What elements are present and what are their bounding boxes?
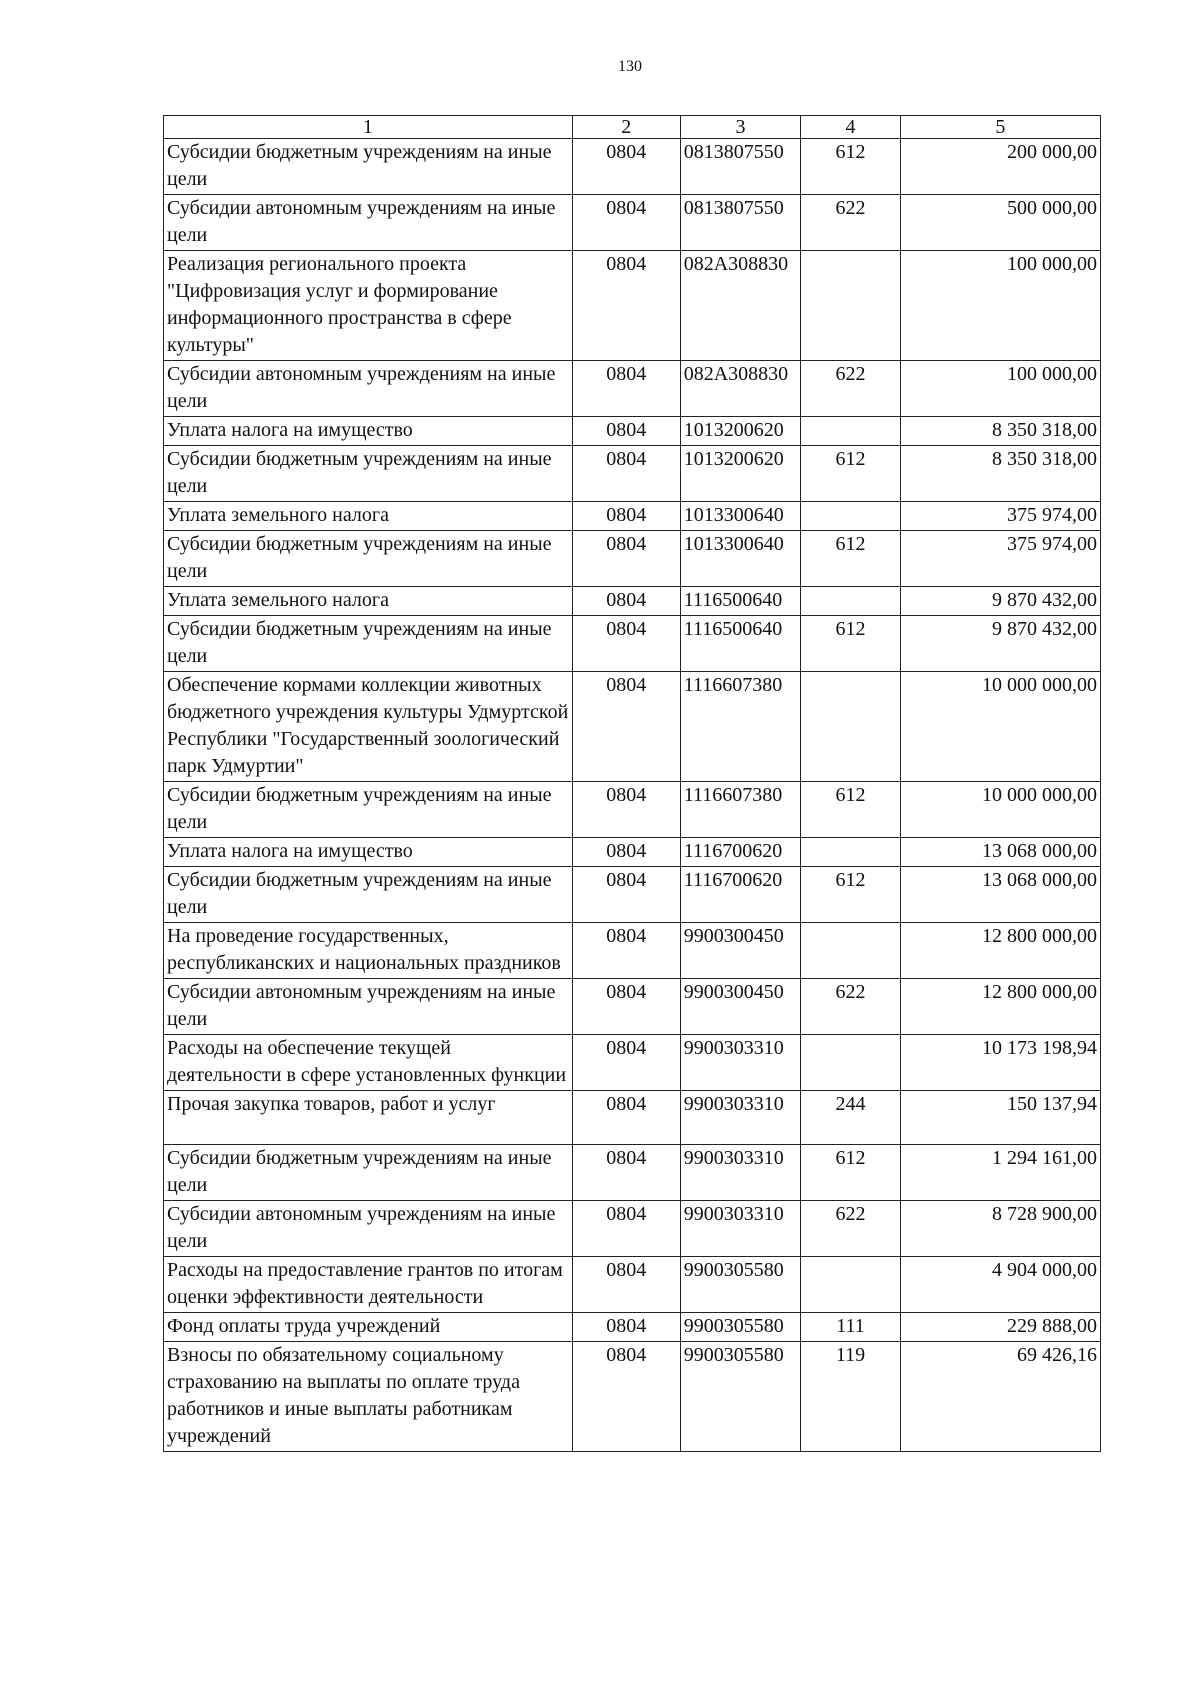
expense-type-cell: 119 (801, 1342, 901, 1452)
target-article-cell: 9900303310 (680, 1201, 801, 1257)
header-col-1: 1 (164, 116, 573, 139)
section-code-cell: 0804 (572, 1035, 680, 1091)
expense-name-cell: Уплата земельного налога (164, 587, 573, 616)
section-code-cell: 0804 (572, 867, 680, 923)
section-code-cell: 0804 (572, 587, 680, 616)
table-row (164, 361, 1101, 417)
section-code-cell: 0804 (572, 446, 680, 502)
table-row (164, 672, 1101, 782)
expense-name-cell: Расходы на обеспечение текущей деятельности в сфере установленных функции (164, 1035, 573, 1091)
section-code-cell: 0804 (572, 1342, 680, 1452)
expense-name-cell: Субсидии бюджетным учреждениям на иные цели (164, 139, 573, 195)
expense-type-cell: 612 (801, 531, 901, 587)
amount-cell: 13 068 000,00 (900, 867, 1100, 923)
amount-cell: 100 000,00 (900, 251, 1100, 361)
expense-name-cell: Расходы на предоставление грантов по итогам оценки эффективности деятельности (164, 1257, 573, 1313)
amount-cell: 69 426,16 (900, 1342, 1100, 1452)
page-number: 130 (618, 58, 642, 75)
amount-cell: 375 974,00 (900, 531, 1100, 587)
expense-type-cell: 612 (801, 139, 901, 195)
section-code-cell: 0804 (572, 782, 680, 838)
expense-type-cell: 612 (801, 446, 901, 502)
target-article-cell: 9900305580 (680, 1313, 801, 1342)
header-col-3: 3 (680, 116, 801, 139)
expense-name-cell: Субсидии бюджетным учреждениям на иные цели (164, 616, 573, 672)
table-row (164, 502, 1101, 531)
amount-cell: 1 294 161,00 (900, 1145, 1100, 1201)
expense-type-cell: 612 (801, 867, 901, 923)
expense-type-cell (801, 1035, 901, 1091)
expense-type-cell (801, 838, 901, 867)
section-code-cell: 0804 (572, 361, 680, 417)
target-article-cell: 0813807550 (680, 139, 801, 195)
section-code-cell: 0804 (572, 616, 680, 672)
expense-name-cell: Прочая закупка товаров, работ и услуг (164, 1091, 573, 1145)
table-row (164, 867, 1101, 923)
table-row (164, 1313, 1101, 1342)
expense-name-cell: Субсидии бюджетным учреждениям на иные цели (164, 782, 573, 838)
target-article-cell: 1116700620 (680, 838, 801, 867)
amount-cell: 10 000 000,00 (900, 672, 1100, 782)
table-row (164, 1201, 1101, 1257)
expense-name-cell: Уплата налога на имущество (164, 838, 573, 867)
section-code-cell: 0804 (572, 1257, 680, 1313)
amount-cell: 8 350 318,00 (900, 446, 1100, 502)
target-article-cell: 1013200620 (680, 446, 801, 502)
table-row (164, 531, 1101, 587)
section-code-cell: 0804 (572, 417, 680, 446)
amount-cell: 8 350 318,00 (900, 417, 1100, 446)
target-article-cell: 1013300640 (680, 531, 801, 587)
header-col-2: 2 (572, 116, 680, 139)
table-row (164, 979, 1101, 1035)
header-row (164, 116, 1101, 139)
target-article-cell: 9900303310 (680, 1035, 801, 1091)
table-row (164, 1145, 1101, 1201)
expense-type-cell (801, 587, 901, 616)
expense-type-cell: 111 (801, 1313, 901, 1342)
table-row (164, 139, 1101, 195)
section-code-cell: 0804 (572, 979, 680, 1035)
expense-type-cell (801, 502, 901, 531)
section-code-cell: 0804 (572, 502, 680, 531)
expense-type-cell: 244 (801, 1091, 901, 1145)
section-code-cell: 0804 (572, 195, 680, 251)
expense-name-cell: Взносы по обязательному социальному страхованию на выплаты по оплате труда работников и иные выплаты работникам учреждений (164, 1342, 573, 1452)
target-article-cell: 0813807550 (680, 195, 801, 251)
section-code-cell: 0804 (572, 251, 680, 361)
expense-type-cell (801, 417, 901, 446)
expense-type-cell: 622 (801, 195, 901, 251)
expense-name-cell: Субсидии автономным учреждениям на иные цели (164, 1201, 573, 1257)
amount-cell: 4 904 000,00 (900, 1257, 1100, 1313)
expense-name-cell: На проведение государственных, республиканских и национальных праздников (164, 923, 573, 979)
table-row (164, 1257, 1101, 1313)
expense-name-cell: Субсидии автономным учреждениям на иные цели (164, 979, 573, 1035)
amount-cell: 12 800 000,00 (900, 923, 1100, 979)
amount-cell: 200 000,00 (900, 139, 1100, 195)
section-code-cell: 0804 (572, 672, 680, 782)
expense-type-cell: 622 (801, 361, 901, 417)
target-article-cell: 1013200620 (680, 417, 801, 446)
expense-name-cell: Субсидии бюджетным учреждениям на иные цели (164, 446, 573, 502)
expense-name-cell: Субсидии бюджетным учреждениям на иные цели (164, 1145, 573, 1201)
amount-cell: 10 000 000,00 (900, 782, 1100, 838)
expense-type-cell (801, 251, 901, 361)
amount-cell: 150 137,94 (900, 1091, 1100, 1145)
table-row (164, 195, 1101, 251)
expense-name-cell: Реализация регионального проекта "Цифровизация услуг и формирование информационного пространства в сфере культуры" (164, 251, 573, 361)
amount-cell: 100 000,00 (900, 361, 1100, 417)
table-row (164, 587, 1101, 616)
header-col-4: 4 (801, 116, 901, 139)
expense-type-cell: 622 (801, 979, 901, 1035)
expense-name-cell: Уплата земельного налога (164, 502, 573, 531)
table-row (164, 1035, 1101, 1091)
target-article-cell: 082A308830 (680, 251, 801, 361)
target-article-cell: 9900305580 (680, 1342, 801, 1452)
expense-type-cell: 622 (801, 1201, 901, 1257)
target-article-cell: 1116607380 (680, 782, 801, 838)
amount-cell: 9 870 432,00 (900, 616, 1100, 672)
budget-table (163, 115, 1101, 1452)
expense-name-cell: Субсидии бюджетным учреждениям на иные цели (164, 531, 573, 587)
target-article-cell: 9900305580 (680, 1257, 801, 1313)
table-row (164, 251, 1101, 361)
target-article-cell: 1116607380 (680, 672, 801, 782)
expense-name-cell: Фонд оплаты труда учреждений (164, 1313, 573, 1342)
target-article-cell: 9900300450 (680, 979, 801, 1035)
amount-cell: 13 068 000,00 (900, 838, 1100, 867)
target-article-cell: 9900303310 (680, 1091, 801, 1145)
amount-cell: 500 000,00 (900, 195, 1100, 251)
amount-cell: 12 800 000,00 (900, 979, 1100, 1035)
header-col-5: 5 (900, 116, 1100, 139)
target-article-cell: 1116700620 (680, 867, 801, 923)
table-row (164, 446, 1101, 502)
expense-type-cell: 612 (801, 1145, 901, 1201)
expense-type-cell (801, 923, 901, 979)
section-code-cell: 0804 (572, 531, 680, 587)
amount-cell: 10 173 198,94 (900, 1035, 1100, 1091)
table-row (164, 782, 1101, 838)
section-code-cell: 0804 (572, 1313, 680, 1342)
expense-type-cell (801, 672, 901, 782)
table-row (164, 1342, 1101, 1452)
section-code-cell: 0804 (572, 1091, 680, 1145)
expense-name-cell: Субсидии бюджетным учреждениям на иные цели (164, 867, 573, 923)
table-row (164, 417, 1101, 446)
target-article-cell: 082A308830 (680, 361, 801, 417)
expense-name-cell: Обеспечение кормами коллекции животных бюджетного учреждения культуры Удмуртской Республики "Государственный зоологический парк Удмуртии" (164, 672, 573, 782)
amount-cell: 8 728 900,00 (900, 1201, 1100, 1257)
table-body (164, 139, 1101, 1452)
expense-name-cell: Субсидии автономным учреждениям на иные цели (164, 361, 573, 417)
table-row (164, 923, 1101, 979)
section-code-cell: 0804 (572, 139, 680, 195)
amount-cell: 375 974,00 (900, 502, 1100, 531)
table-row (164, 1091, 1101, 1145)
expense-type-cell: 612 (801, 616, 901, 672)
target-article-cell: 1013300640 (680, 502, 801, 531)
section-code-cell: 0804 (572, 838, 680, 867)
amount-cell: 229 888,00 (900, 1313, 1100, 1342)
table-row (164, 616, 1101, 672)
expense-name-cell: Уплата налога на имущество (164, 417, 573, 446)
target-article-cell: 1116500640 (680, 616, 801, 672)
section-code-cell: 0804 (572, 1201, 680, 1257)
section-code-cell: 0804 (572, 1145, 680, 1201)
target-article-cell: 9900300450 (680, 923, 801, 979)
expense-name-cell: Субсидии автономным учреждениям на иные цели (164, 195, 573, 251)
amount-cell: 9 870 432,00 (900, 587, 1100, 616)
target-article-cell: 1116500640 (680, 587, 801, 616)
table-row (164, 838, 1101, 867)
target-article-cell: 9900303310 (680, 1145, 801, 1201)
section-code-cell: 0804 (572, 923, 680, 979)
expense-type-cell (801, 1257, 901, 1313)
expense-type-cell: 612 (801, 782, 901, 838)
